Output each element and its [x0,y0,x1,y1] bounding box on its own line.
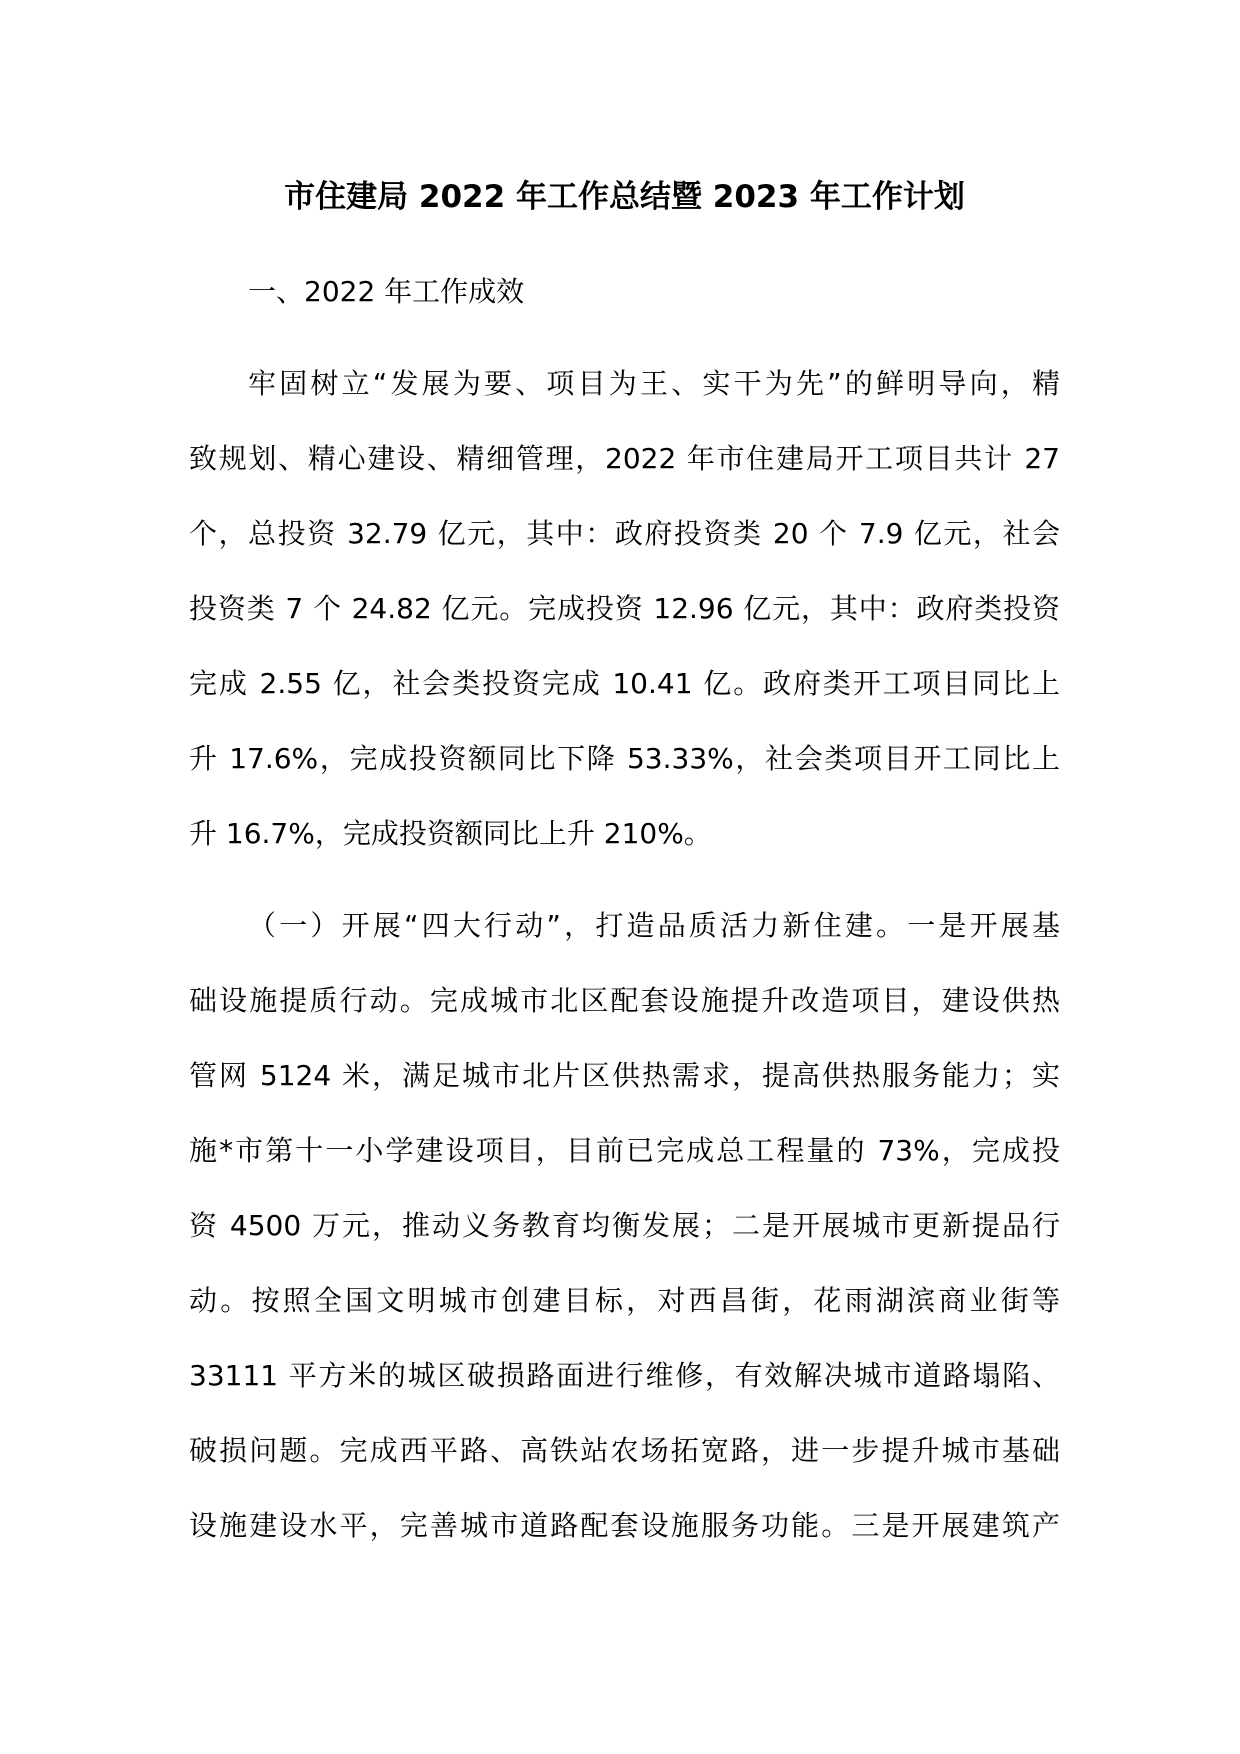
paragraph-line: 础设施提质行动。完成城市北区配套设施提升改造项目，建设供热 [189,984,1060,1017]
paragraph-line: 资 4500 万元，推动义务教育均衡发展；二是开展城市更新提品行 [189,1209,1060,1242]
paragraph-line: 设施建设水平，完善城市道路配套设施服务功能。三是开展建筑产 [189,1509,1060,1542]
paragraph-line: 牢固树立“发展为要、项目为王、实干为先”的鲜明导向，精 [248,367,1060,400]
document-page [189,160,1060,1580]
paragraph-achievements [189,346,1060,871]
paragraph-line: 投资类 7 个 24.82 亿元。完成投资 12.96 亿元，其中：政府类投资 [189,592,1060,625]
section-heading: 一、2022 年工作成效 [248,275,525,308]
paragraph-line: 升 17.6%，完成投资额同比下降 53.33%，社会类项目开工同比上 [189,742,1060,775]
paragraph-line: 完成 2.55 亿，社会类投资完成 10.41 亿。政府类开工项目同比上 [189,667,1060,700]
paragraph-line: 施*市第十一小学建设项目，目前已完成总工程量的 73%，完成投 [189,1134,1060,1167]
paragraph-line: 管网 5124 米，满足城市北片区供热需求，提高供热服务能力；实 [189,1059,1060,1092]
paragraph-four-actions [189,888,1060,1563]
paragraph-line: 破损问题。完成西平路、高铁站农场拓宽路，进一步提升城市基础 [189,1434,1060,1467]
paragraph-line: 33111 平方米的城区破损路面进行维修，有效解决城市道路塌陷、 [189,1359,1060,1392]
paragraph-line: 动。按照全国文明城市创建目标，对西昌街，花雨湖滨商业街等 [189,1284,1060,1317]
paragraph-line: 个，总投资 32.79 亿元，其中：政府投资类 20 个 7.9 亿元，社会 [189,517,1060,550]
paragraph-line: （一）开展“四大行动”，打造品质活力新住建。一是开展基 [248,909,1060,942]
document-title: 市住建局 2022 年工作总结暨 2023 年工作计划 [284,179,965,215]
paragraph-line: 致规划、精心建设、精细管理，2022 年市住建局开工项目共计 27 [189,442,1060,475]
paragraph-line: 升 16.7%，完成投资额同比上升 210%。 [189,817,712,850]
